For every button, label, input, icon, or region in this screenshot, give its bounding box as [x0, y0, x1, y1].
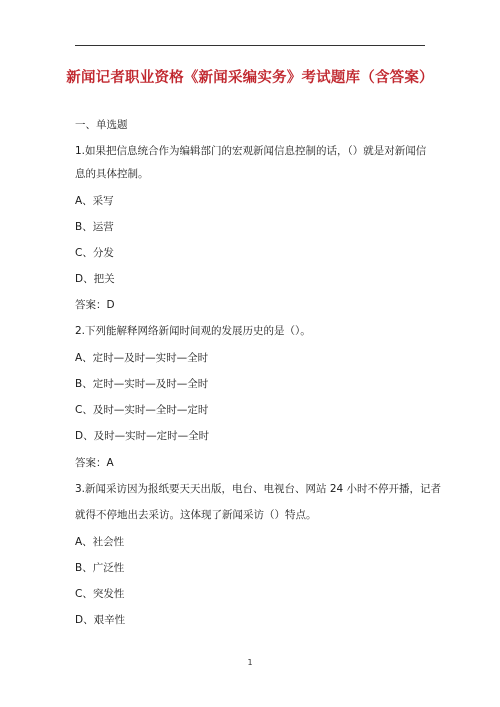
question-2-option-a: A、定时—及时—实时—全时 — [75, 352, 209, 364]
question-3-option-a: A、社会性 — [75, 536, 125, 548]
question-1-answer: 答案：D — [75, 299, 115, 311]
question-2-option-d: D、及时—实时—定时—全时 — [75, 430, 210, 442]
question-3-stem-line-2: 就得不停地出去采访。这体现了新闻采访（）特点。 — [75, 509, 317, 521]
question-2-option-c: C、及时—实时—全时—定时 — [75, 404, 209, 416]
question-3-option-c: C、突发性 — [75, 588, 125, 600]
question-1-option-b: B、运营 — [75, 221, 114, 233]
question-3-stem-line-1: 3.新闻采访因为报纸要天天出版，电台、电视台、网站 24 小时不停开播，记者 — [75, 483, 442, 495]
question-3-option-b: B、广泛性 — [75, 562, 125, 574]
document-title: 新闻记者职业资格《新闻采编实务》考试题库（含答案） — [66, 70, 434, 86]
question-2-answer: 答案：A — [75, 457, 114, 469]
question-2-option-b: B、定时—实时—及时—全时 — [75, 378, 209, 390]
question-1-option-a: A、采写 — [75, 195, 114, 207]
question-1-option-c: C、分发 — [75, 247, 114, 259]
question-1-option-d: D、把关 — [75, 273, 115, 285]
question-3-option-d: D、艰辛性 — [75, 614, 126, 626]
question-1-stem-line-2: 息的具体控制。 — [75, 168, 149, 180]
page-number: 1 — [247, 658, 253, 667]
section-heading: 一、单选题 — [75, 119, 128, 131]
header-rule — [75, 45, 425, 46]
question-2-stem-line-1: 2.下列能解释网络新闻时间观的发展历史的是（）。 — [75, 325, 311, 337]
question-1-stem-line-1: 1.如果把信息统合作为编辑部门的宏观新闻信息控制的话，（）就是对新闻信 — [75, 145, 427, 157]
